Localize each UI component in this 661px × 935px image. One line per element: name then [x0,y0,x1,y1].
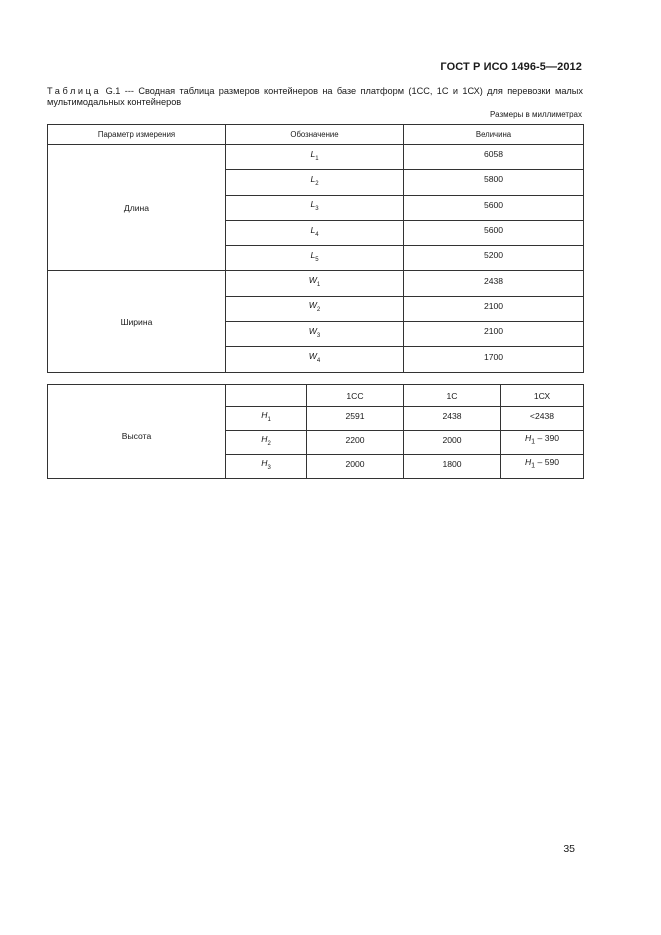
symbol-cell [226,220,404,245]
symbol-letter: L [310,173,316,184]
symbol [310,249,319,263]
symbol [308,351,321,365]
symbol-cell [226,322,404,347]
symbol-letter: W [308,325,317,336]
platform-column-header: 1С [404,385,501,407]
value: 2438 [442,410,462,421]
symbol-index: 4 [315,231,319,238]
symbol-letter: L [310,224,316,235]
standard-header: ГОСТ Р ИСО 1496-5—2012 [440,61,582,73]
symbol-index: 2 [267,441,271,447]
symbol [308,325,321,339]
table-header-row [48,125,584,145]
table-row [48,271,584,296]
value: 5600 [483,225,504,236]
value: 2100 [483,326,504,337]
symbol-index: 1 [267,417,271,423]
symbol-index: 5 [315,256,319,263]
value-cell [307,407,404,431]
value: <2438 [529,410,555,421]
symbol-letter: H [261,410,268,420]
page-number: 35 [563,843,575,855]
header-parameter: Параметр измерения [48,125,226,145]
symbol-cell [226,347,404,372]
value: 6058 [483,149,504,160]
caption-text: G.1 --- Сводная таблица размеров контейнеров на базе платформ (1СС, 1С и 1СХ) для перевозки малых мультимодальных контейнеров [47,86,583,107]
value: 2200 [345,434,365,445]
symbol-index: 2 [316,307,321,314]
height-header-row [48,385,584,407]
value: 2591 [345,410,365,421]
symbol-letter: W [308,351,317,362]
formula-rest: – 590 [535,457,560,468]
symbol [308,275,321,289]
value: 2000 [345,458,365,469]
height-table [47,384,584,479]
value-cell [404,170,584,195]
formula-index: 1 [531,461,536,470]
value [524,433,560,446]
value-cell [501,455,584,479]
symbol-cell [226,455,307,479]
symbol [310,148,319,162]
symbol-index: 1 [315,155,319,162]
value [524,457,560,470]
value: 1700 [483,351,504,362]
value-cell [501,431,584,455]
symbol-letter: L [310,148,316,159]
value-cell [404,246,584,271]
value-cell [404,431,501,455]
value-cell [404,455,501,479]
symbol-cell [226,170,404,195]
units-note: Размеры в миллиметрах [490,110,582,119]
caption-label: Таблица [47,86,102,96]
height-parameter-cell: Высота [48,385,226,479]
dimensions-table [47,124,584,373]
value-cell [501,407,584,431]
value-cell [404,195,584,220]
symbol [261,458,271,471]
blank-header-cell [226,385,307,407]
symbol-index: 4 [316,358,321,365]
value-cell [404,322,584,347]
symbol-letter: W [308,300,317,311]
formula-rest: – 390 [535,433,560,444]
value-cell [404,145,584,170]
value: 2100 [483,300,504,311]
value-cell [404,296,584,321]
header-symbol: Обозначение [226,125,404,145]
platform-column-header: 1СХ [501,385,584,407]
symbol-cell [226,195,404,220]
formula-symbol: H [524,433,532,444]
symbol-letter: W [308,275,317,286]
value: 1800 [442,458,462,469]
value-cell [404,347,584,372]
symbol [310,173,319,187]
value-cell [307,431,404,455]
value: 5800 [483,174,504,185]
symbol [310,224,319,238]
table-caption [47,86,583,108]
symbol-cell [226,145,404,170]
parameter-cell: Длина [48,145,226,271]
value: 2000 [442,434,462,445]
symbol [308,300,321,314]
value-cell [307,455,404,479]
platform-column-header: 1СС [307,385,404,407]
symbol-cell [226,407,307,431]
symbol [261,434,271,447]
symbol [310,199,319,213]
symbol-letter: H [261,458,268,468]
value-cell [404,271,584,296]
formula-symbol: H [524,457,532,468]
symbol-cell [226,431,307,455]
symbol-index: 3 [267,465,271,471]
value: 2438 [483,275,504,286]
parameter-cell: Ширина [48,271,226,372]
symbol-letter: L [310,249,316,260]
symbol-letter: L [310,199,316,210]
table-row [48,145,584,170]
value: 5200 [483,250,504,261]
symbol-index: 3 [315,206,319,213]
symbol-index: 1 [316,282,321,289]
symbol-cell [226,271,404,296]
symbol [261,410,271,423]
symbol-index: 2 [315,180,319,187]
symbol-cell [226,296,404,321]
symbol-index: 3 [316,332,321,339]
header-value: Величина [404,125,584,145]
value: 5600 [483,199,504,210]
value-cell [404,407,501,431]
symbol-cell [226,246,404,271]
formula-index: 1 [531,437,536,446]
value-cell [404,220,584,245]
symbol-letter: H [261,434,268,444]
